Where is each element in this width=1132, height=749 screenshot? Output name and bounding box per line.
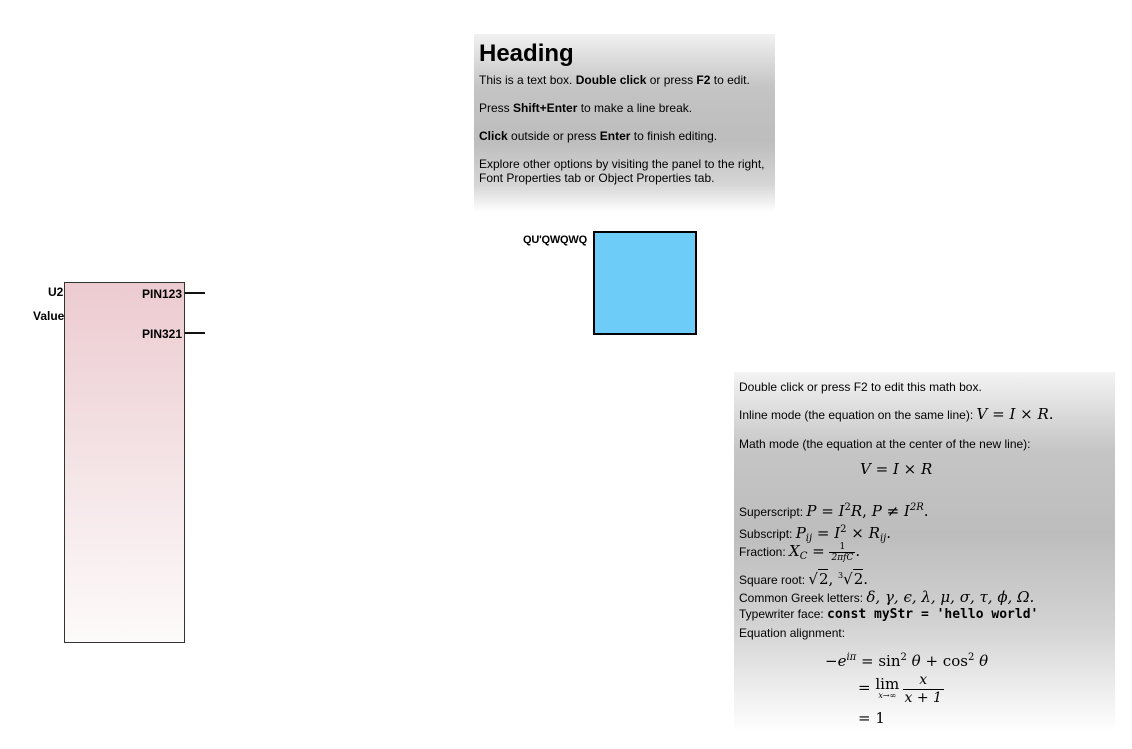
component-value[interactable]: Value (33, 309, 65, 323)
text-box-bold-run: F2 (696, 73, 711, 87)
math-greek-letters: δ, γ, ϵ, λ, μ, σ, τ, ϕ, Ω. (866, 588, 1035, 606)
text-box-run: to finish editing. (630, 129, 718, 143)
math-typewriter-label: Typewriter face: (739, 607, 828, 621)
math-align-row-3: = 1 (858, 709, 885, 727)
text-box-bold-run: Double click (575, 73, 647, 87)
math-typewriter-code: const myStr = 'hello world' (827, 607, 1039, 622)
text-box-run: to make a line break. (577, 101, 693, 115)
math-sqrt-line: Square root: √2, $^3$√2. (739, 570, 869, 588)
component-reference[interactable]: U2 (48, 285, 64, 299)
text-box-run: Explore other options by visiting the panel to the right, Font Properties tab or Object Properties tab. (479, 157, 765, 185)
text-box[interactable] (474, 34, 775, 212)
math-inline-label: Inline mode (the equation on the same line): (739, 408, 977, 422)
text-box-paragraphs (479, 73, 770, 185)
math-sqrt-label: Square root: (739, 573, 809, 587)
text-box-run: to edit. (710, 73, 750, 87)
text-box-run: outside or press (507, 129, 600, 143)
math-greek-label: Common Greek letters: (739, 591, 867, 605)
text-box-paragraph (479, 73, 770, 87)
pin-1[interactable] (185, 292, 205, 294)
math-greek-line (739, 588, 1034, 606)
math-align-row-1: $-e^{i\pi} = \sin^2 \theta + \cos^2 \theta$ (825, 652, 989, 670)
text-box-run: This is a text box. (479, 73, 576, 87)
math-box[interactable] (734, 372, 1115, 732)
square-shape[interactable] (593, 231, 697, 335)
text-box-run: Press (479, 101, 514, 115)
math-fraction-line: Fraction: $X_C$ = $\frac{1}{\text{2πfC}}$ . (739, 542, 861, 564)
math-subscript-line: Subscript: $P_{ij} = I^2 \times R_{ij}$. (739, 524, 892, 544)
text-box-paragraph (479, 129, 770, 143)
text-box-paragraph (479, 157, 770, 185)
math-display-equation: V = I × R (860, 460, 933, 478)
math-typewriter-line (739, 607, 1038, 622)
text-box-run: or press (646, 73, 697, 87)
pin-label-1: PIN123 (142, 287, 183, 301)
math-alignment-label: Equation alignment: (739, 626, 846, 640)
math-align-row-2: = lim x→∞ $\frac{x}{x + 1}$ (858, 672, 942, 706)
math-inline-line: Inline mode (the equation on the same line): V = I × R. (739, 405, 1054, 423)
math-superscript-label: Superscript: (739, 505, 807, 519)
pin-2[interactable] (185, 332, 205, 334)
text-box-bold-run: Click (479, 129, 508, 143)
shape-label[interactable]: QU'QWQWQ (523, 234, 587, 246)
pin-label-2: PIN321 (142, 327, 183, 341)
text-box-bold-run: Enter (599, 129, 631, 143)
math-subscript-label: Subscript: (739, 527, 796, 541)
text-box-bold-run: Shift+Enter (513, 101, 578, 115)
math-intro: Double click or press F2 to edit this math box. (739, 380, 982, 394)
math-fraction-label: Fraction: (739, 545, 790, 559)
math-mode-label: Math mode (the equation at the center of the new line): (739, 437, 1031, 451)
math-superscript-line: Superscript: $P = I^2R$, $P \ne I^{2R}$. (739, 502, 929, 520)
text-box-heading: Heading (479, 40, 574, 67)
text-box-paragraph (479, 101, 770, 115)
